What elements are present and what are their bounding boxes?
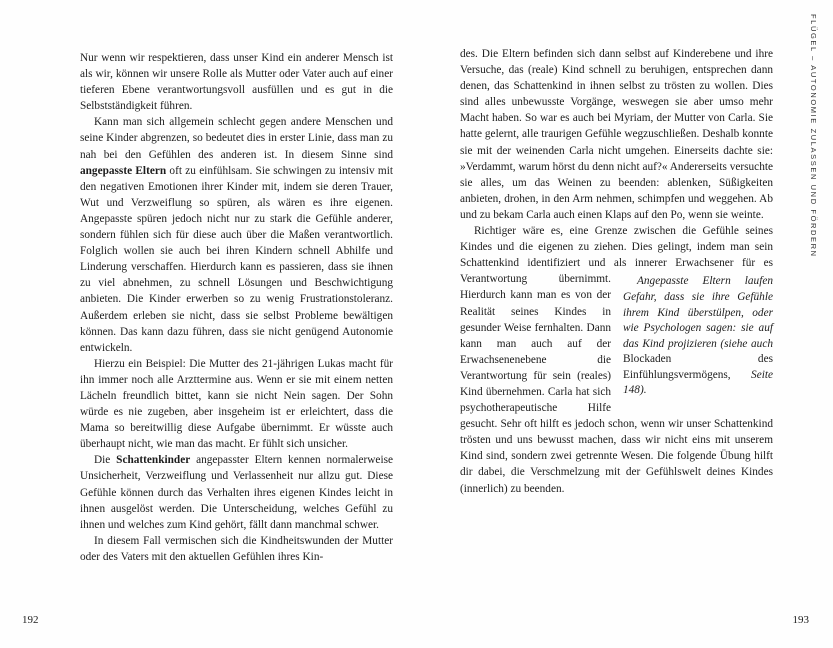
page-number-right: 193 — [792, 614, 809, 626]
text-segment: des. Die Eltern befinden sich dann selbst auf Kinderebene und ihre Versuche, das (reale) Kind schnell zu beruhigen, entsprechen dann denen, das Schattenkind in ihnen selbst zu trösten zu wollen. Dies sind alles unbewusste Vorgänge, weswegen sie aber umso mehr Macht haben. So war es auch bei Myriam, der Mutter von Carla. Sie hatte gelernt, alle traurigen Gefühle wegzuschließen. Deshalb konnte sie mit der weinenden Carla nicht umgehen. Einerseits dachte sie: »Verdammt, warum hörst du denn nicht auf?« Andererseits versuchte sie alles, um das Weinen zu beenden: ablenken, Süßigkeiten anbieten, drohen, in den Arm nehmen, schimpfen und weggehen. Ab und zu bekam Carla auch einen Klaps auf den Po, wenn sie weinte. — [460, 48, 773, 221]
text-segment: In diesem Fall vermischen sich die Kindheitswunden der Mutter oder des Vaters mit den aktuellen Gefühlen ihres Kin- — [80, 534, 393, 563]
text-segment: Die — [94, 454, 117, 467]
left-page-text-column — [80, 50, 393, 565]
text-segment: Hierdurch kann man es von der Realität seines Kindes in gesunder Weise fernhalten. Dann kann man auch auf der Erwachsenenebene die Verantwortung für sein (reales) Kind übernehmen. Carla hat sich psychotherapeutische Hilfe gesucht. Sehr oft hilft es jedoch schon, wenn wir unser Schattenkind trösten und uns bewusst machen, dass wir nicht eins mit unserem Kind sind, sondern zwei getrennte Wesen. Die folgende Übung hilft dir dabei, die Verschmelzung mit der Gefühlswelt deines Kindes (innerlich) zu beenden. — [460, 289, 773, 495]
text-segment: Hierzu ein Beispiel: Die Mutter des 21-jährigen Lukas macht für ihn immer noch alle Arzttermine aus. Wenn er sie mit einem netten Lächeln freundlich bittet, kann sie nicht Nein sagen. Der Sohn würde es nie zugeben, aber insgeheim ist er erleichtert, dass die Mama so bereitwillig diese Aufgabe übernimmt. Er wüsste auch überhaupt nicht, wie man das macht. Er fühlt sich unsicher. — [80, 357, 393, 451]
bold-term: angepasste Eltern — [80, 164, 167, 177]
margin-note-text: Angepasste Eltern laufen Gefahr, dass sie ihre Gefühle ihrem Kind überstülpen, oder wie Psychologen sagen: sie auf das Kind projizieren (siehe auch — [623, 275, 773, 350]
paragraph — [460, 223, 773, 497]
text-segment: oft zu einfühlsam. Sie schwingen zu intensiv mit den negativen Emotionen ihrer Kinder mit, indem sie deren Trauer, Wut und Verzweiflung so spüren, als wären es ihre eigenen. Angepasste spüren jedoch nicht nur zu stark die Gefühle anderer, sondern fühlen sich für diese auch über die Maßen verantwortlich. Folglich wollen sie auch bei ihren Kindern schnell Abhilfe und Linderung verschaffen. Hierdurch kann es passieren, dass sie ihnen zu viel abnehmen, zu schnell Lösungen und Beschwichtigung anbieten. Die Kinder erwerben so zu wenig Frustrationstoleranz. Außerdem erleben sie nicht, dass sie selbst Probleme bewältigen können. Das kann dazu führen, dass sie nicht genügend Autonomie entwickeln. — [80, 164, 393, 354]
margin-note-reference: Blockaden des Einfühlungsvermögens, — [623, 353, 773, 381]
text-segment: angepasster Eltern kennen normalerweise Unsicherheit, Verzweiflung und Verlassenheit nur allzu gut. Diese Gefühle können durch das Verhalten ihres eigenen Kindes leicht in ihnen ausgelöst werden. Die Unterscheidung, welches Gefühl zu ihnen und welches zum Kind gehört, fällt dann manchmal schwer. — [80, 454, 393, 531]
paragraph — [460, 46, 773, 223]
paragraph — [80, 50, 393, 114]
right-page-text-column — [460, 46, 773, 497]
paragraph — [80, 114, 393, 355]
paragraph — [80, 533, 393, 565]
margin-note — [623, 274, 773, 399]
running-header: FLÜGEL – AUTONOMIE ZULASSEN UND FÖRDERN — [809, 14, 818, 258]
paragraph — [80, 356, 393, 453]
margin-note-page-ref: Seite 148). — [623, 368, 773, 397]
text-segment: Kann man sich allgemein schlecht gegen andere Menschen und seine Kinder abgrenzen, so bedeutet dies in erster Linie, dass man zu nah bei den Gefühlen des anderen ist. In diesem Sinne sind — [80, 116, 393, 161]
bold-term: Schattenkinder — [116, 454, 191, 467]
text-segment: Richtiger wäre es, eine Grenze zwischen die Gefühle seines Kindes und die eigenen zu ziehen. Dies gelingt, indem man sein Schattenkind identifiziert und als innerer Erwachsener für es Verantwortung übernimmt. — [460, 225, 773, 286]
text-segment: Nur wenn wir respektieren, dass unser Kind ein anderer Mensch ist als wir, können wir unsere Rolle als Mutter oder Vater auch auf einer tieferen Ebene verantwortungsvoll ausfüllen und es gut in die Selbstständigkeit führen. — [80, 52, 393, 113]
paragraph — [80, 452, 393, 532]
page-number-left: 192 — [22, 614, 39, 626]
